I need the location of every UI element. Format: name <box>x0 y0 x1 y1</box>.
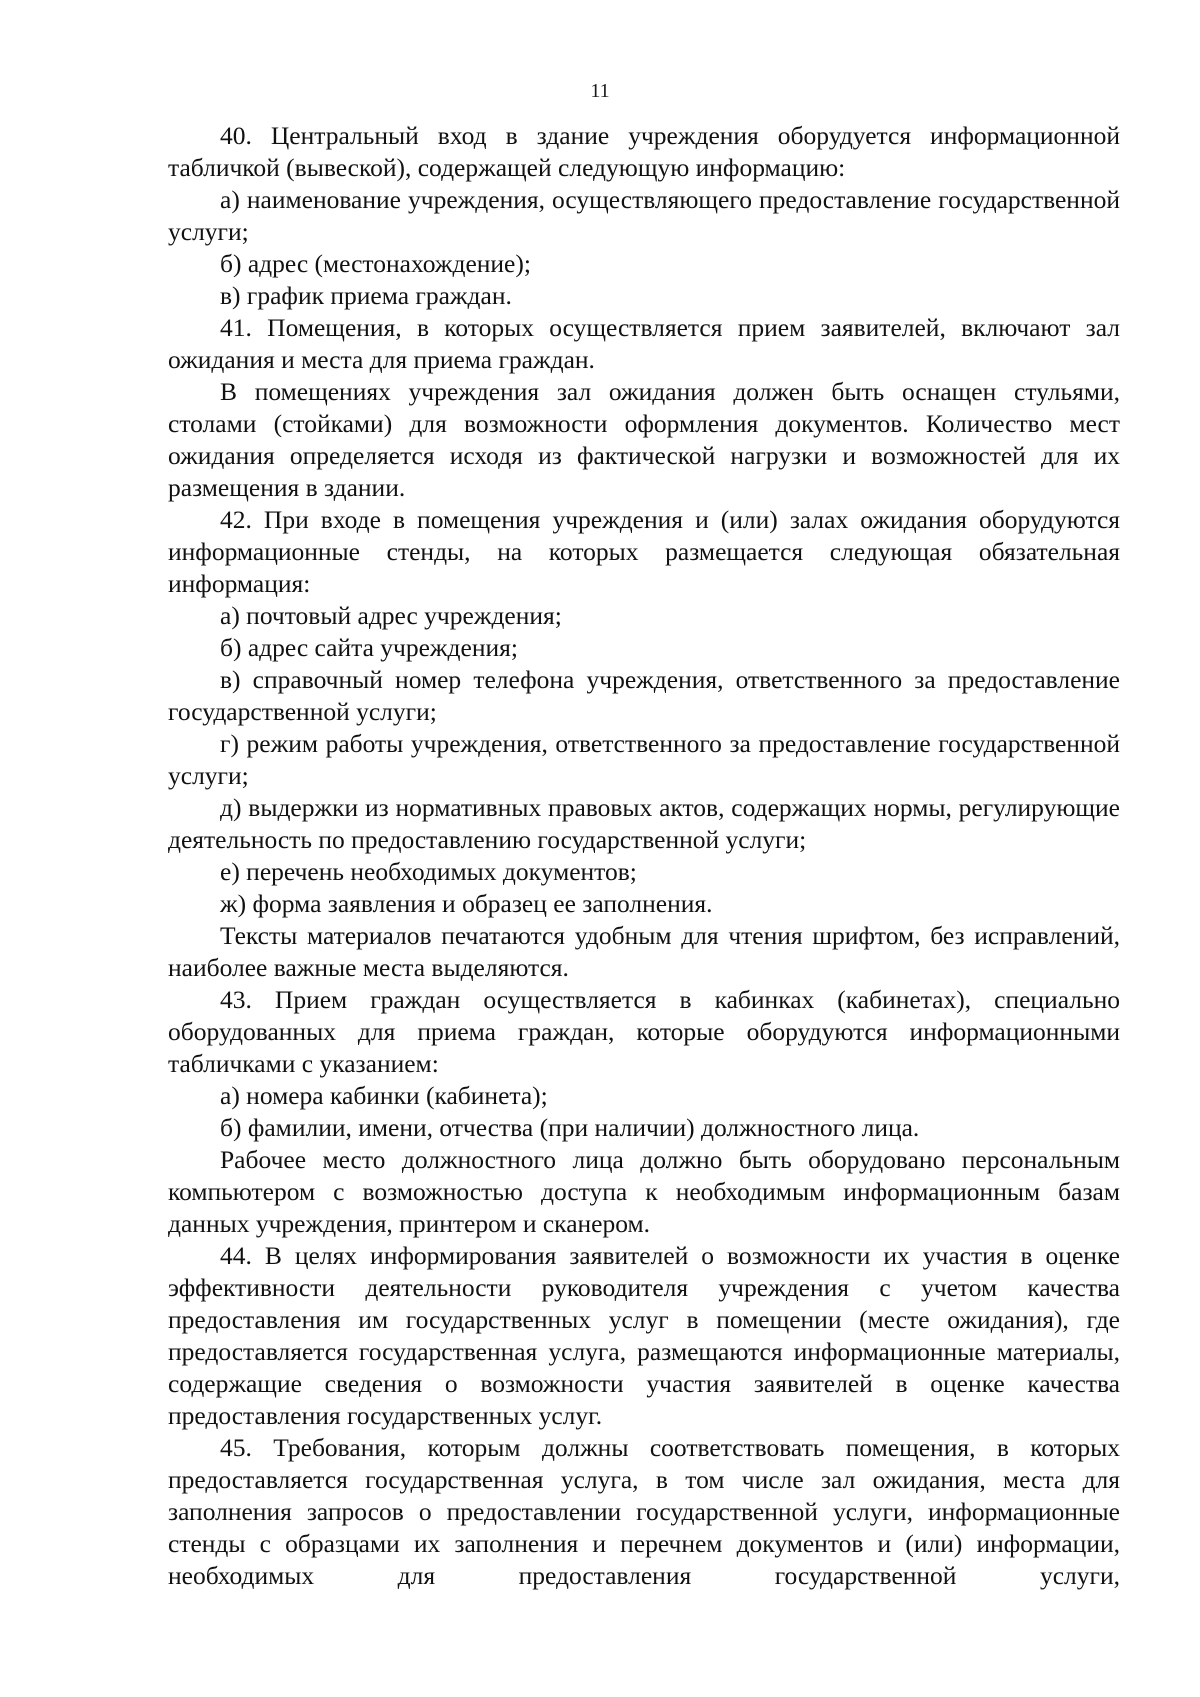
list-item-43b: б) фамилии, имени, отчества (при наличии) должностного лица. <box>220 1113 920 1142</box>
paragraph-40: 40. Центральный вход в здание учреждения оборудуется информационной табличкой (вывеской), содержащей следующую информацию: <box>168 121 1120 182</box>
paragraph-44: 44. В целях информирования заявителей о возможности их участия в оценке эффективности деятельности руководителя учреждения с учетом качества предоставления им государственных услуг в помещении (месте ожидания), где предоставляется государственная услуга, размещаются информационные материалы, содержащие сведения о возможности участия заявителей в оценке качества предоставления государственных услуг. <box>168 1241 1120 1430</box>
list-item-40c: в) график приема граждан. <box>220 281 512 310</box>
paragraph-43-workplace: Рабочее место должностного лица должно быть оборудовано персональным компьютером с возможностью доступа к необходимым информационным базам данных учреждения, принтером и сканером. <box>168 1145 1120 1238</box>
document-body <box>168 120 1120 1592</box>
list-item-40a: а) наименование учреждения, осуществляющего предоставление государственной услуги; <box>168 185 1120 246</box>
paragraph-41-waiting-room: В помещениях учреждения зал ожидания должен быть оснащен стульями, столами (стойками) для возможности оформления документов. Количество мест ожидания определяется исходя из фактической нагрузки и возможностей для их размещения в здании. <box>168 377 1120 502</box>
list-item-42d: г) режим работы учреждения, ответственного за предоставление государственной услуги; <box>168 729 1120 790</box>
list-item-42f: е) перечень необходимых документов; <box>220 857 637 886</box>
paragraph-42-texts: Тексты материалов печатаются удобным для чтения шрифтом, без исправлений, наиболее важные места выделяются. <box>168 921 1120 982</box>
list-item-42c: в) справочный номер телефона учреждения, ответственного за предоставление государственной услуги; <box>168 665 1120 726</box>
list-item-40b: б) адрес (местонахождение); <box>220 249 531 278</box>
list-item-42a: а) почтовый адрес учреждения; <box>220 601 562 630</box>
paragraph-42: 42. При входе в помещения учреждения и (или) залах ожидания оборудуются информационные стенды, на которых размещается следующая обязательная информация: <box>168 505 1120 598</box>
list-item-42g: ж) форма заявления и образец ее заполнения. <box>220 889 713 918</box>
paragraph-43: 43. Прием граждан осуществляется в кабинках (кабинетах), специально оборудованных для приема граждан, которые оборудуются информационными табличками с указанием: <box>168 985 1120 1078</box>
list-item-43a: а) номера кабинки (кабинета); <box>220 1081 548 1110</box>
page-number: 11 <box>590 80 610 102</box>
list-item-42b: б) адрес сайта учреждения; <box>220 633 518 662</box>
paragraph-45: 45. Требования, которым должны соответствовать помещения, в которых предоставляется государственная услуга, в том числе зал ожидания, места для заполнения запросов о предоставлении государственной услуги, информационные стенды с образцами их заполнения и перечнем документов и (или) информации, необходимых для предоставления государственной услуги, <box>168 1433 1120 1590</box>
paragraph-41: 41. Помещения, в которых осуществляется прием заявителей, включают зал ожидания и места для приема граждан. <box>168 313 1120 374</box>
list-item-42e: д) выдержки из нормативных правовых актов, содержащих нормы, регулирующие деятельность по предоставлению государственной услуги; <box>168 793 1120 854</box>
